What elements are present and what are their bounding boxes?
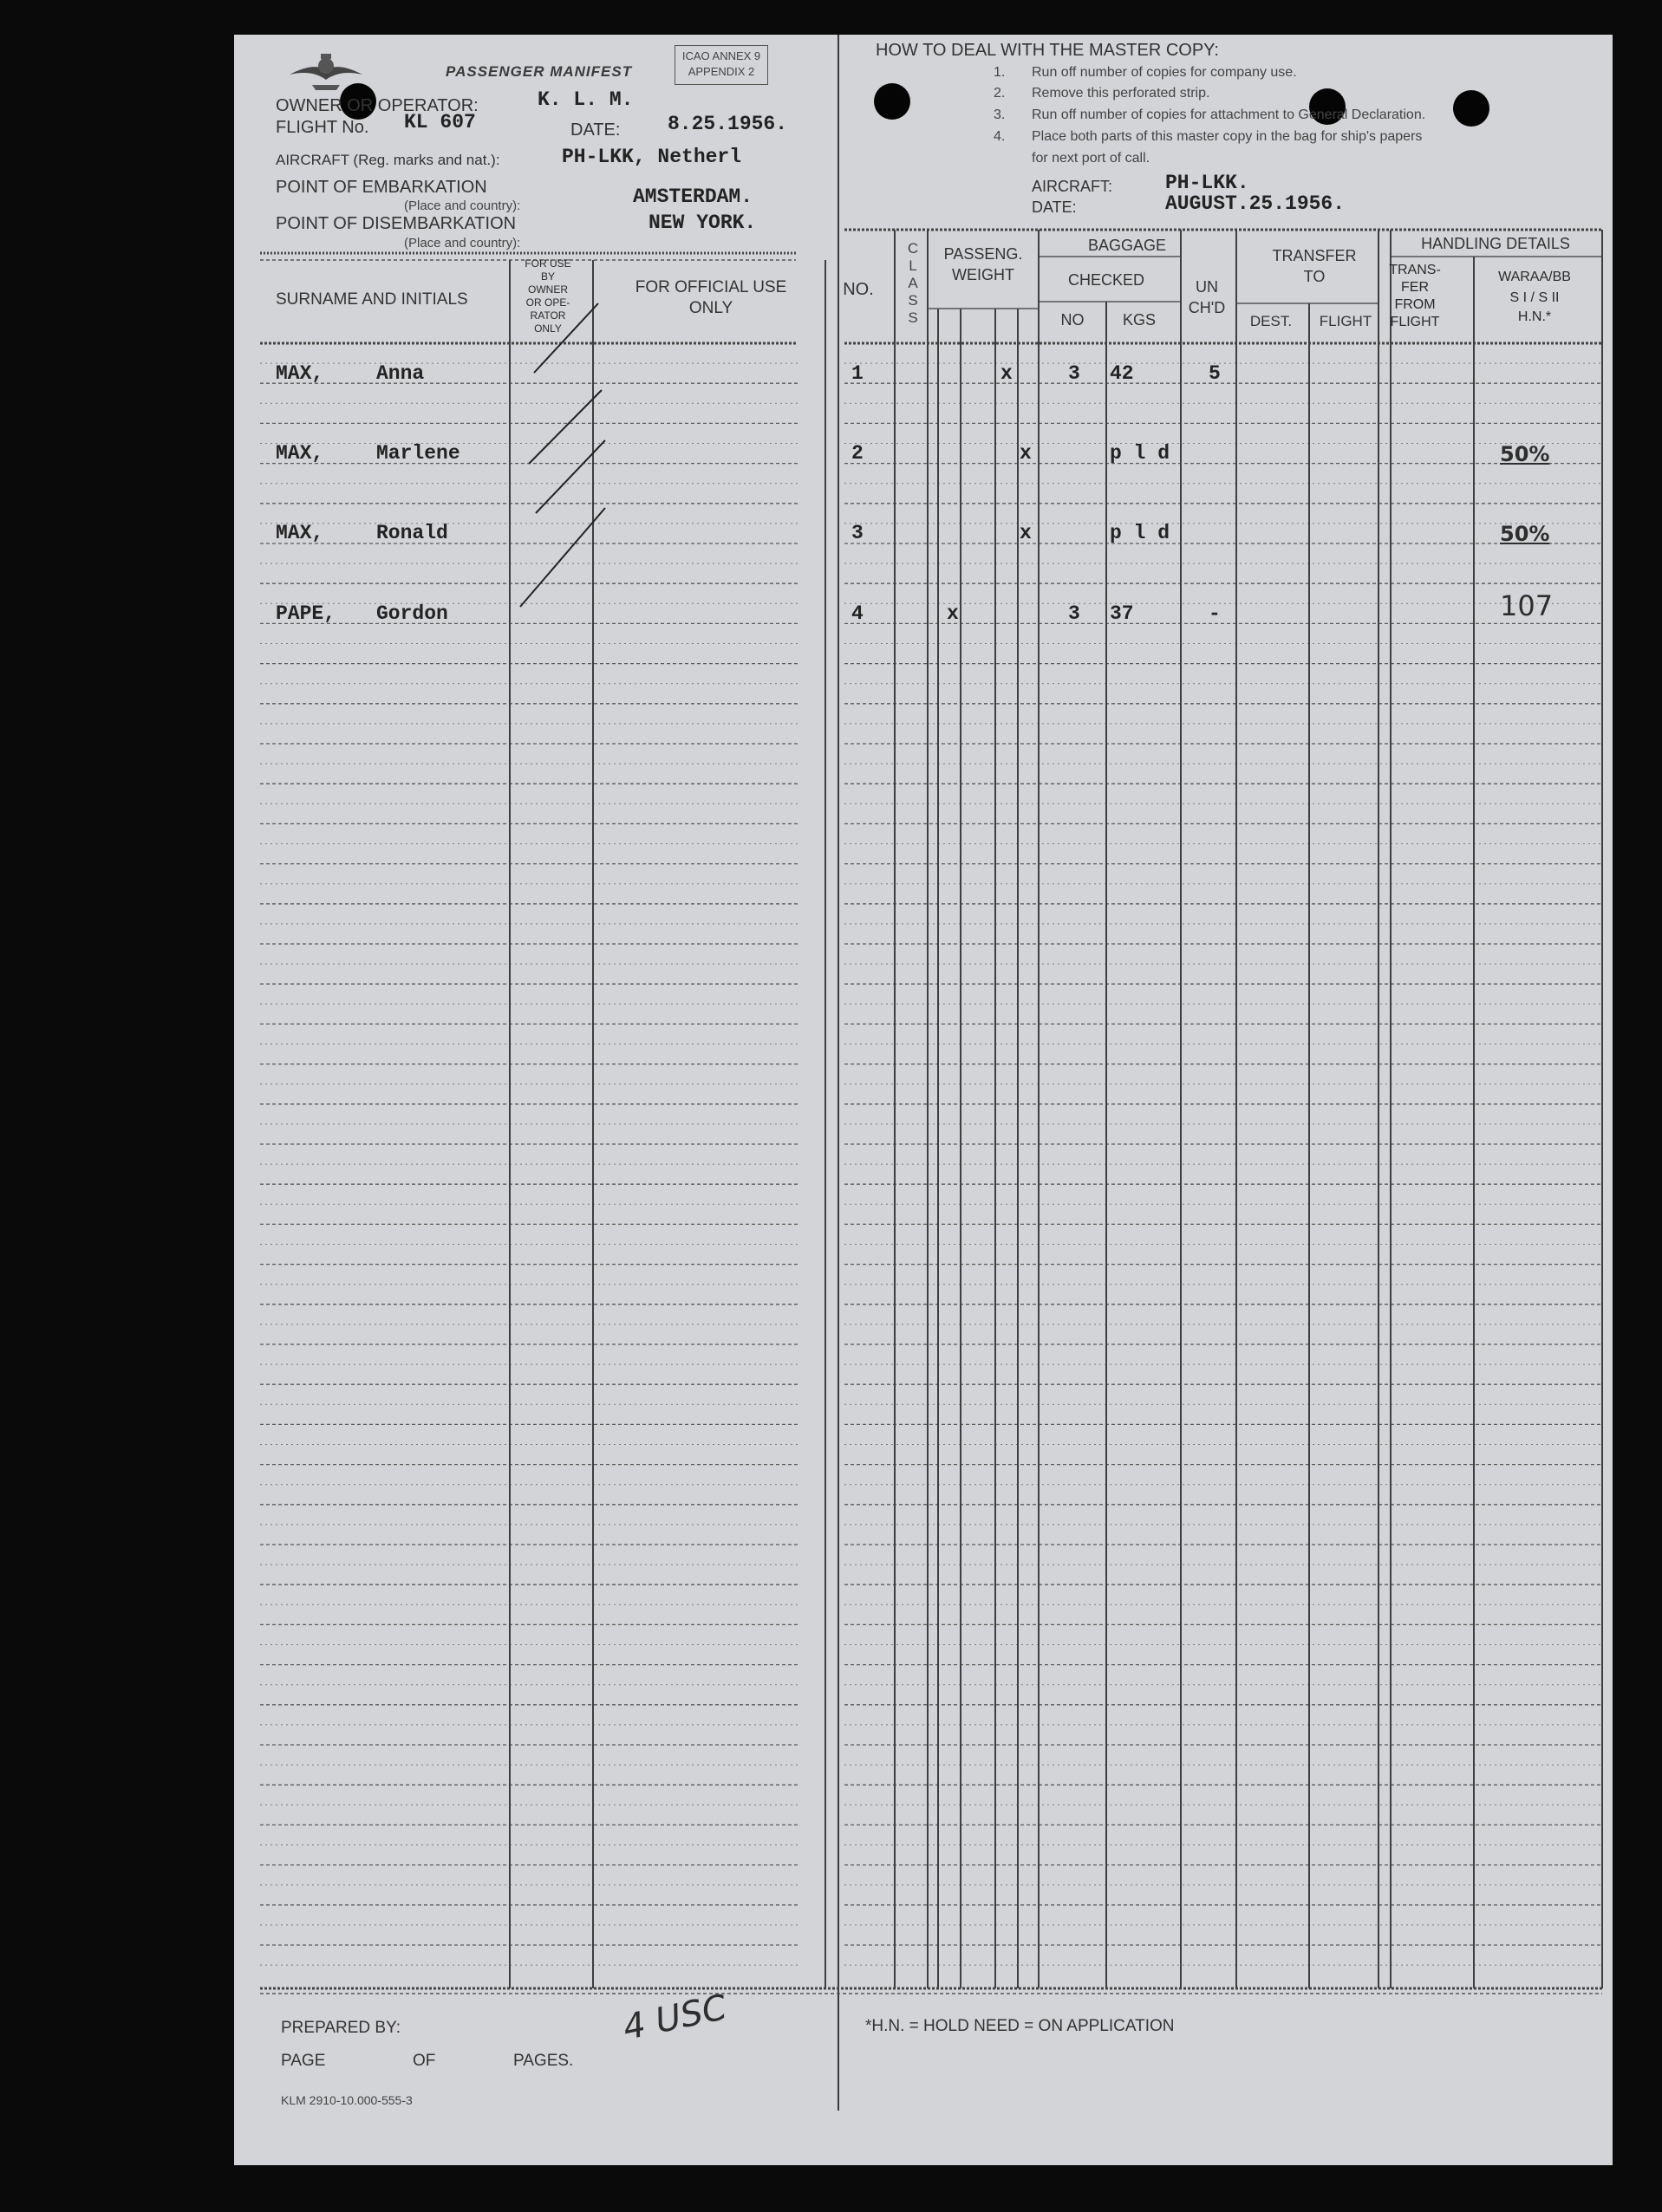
baggage-kgs: p l d: [1110, 522, 1170, 544]
instruction-number: 4.: [994, 129, 1006, 144]
instructions-date-label: DATE:: [1032, 198, 1077, 216]
disembarkation-sub-label: (Place and country):: [404, 236, 521, 250]
transfer-from-line: FROM: [1394, 297, 1436, 312]
transfer-from-line: FER: [1401, 280, 1429, 295]
baggage-kgs: 42: [1110, 362, 1134, 385]
owner-value: K. L. M.: [538, 88, 634, 111]
owner-use-line: OWNER: [528, 283, 568, 296]
transfer-from-line: FLIGHT: [1390, 315, 1440, 329]
embarkation-label: POINT OF EMBARKATION: [276, 178, 487, 197]
baggage-kgs: 37: [1110, 602, 1134, 625]
column-header-checked: CHECKED: [1067, 271, 1145, 289]
owner-use-line: FOR USE: [525, 257, 571, 270]
disembarkation-label: POINT OF DISEMBARKATION: [276, 214, 517, 233]
passenger-first-name: Gordon: [376, 602, 448, 625]
class-letter: C: [907, 240, 919, 257]
hold-need-value: 107: [1500, 589, 1554, 622]
class-letter: A: [908, 275, 918, 291]
owner-use-line: RATOR: [530, 309, 566, 322]
instruction-text: Remove this perforated strip.: [1032, 86, 1210, 101]
column-header-handling-details: HANDLING DETAILS: [1421, 235, 1570, 252]
passenger-number: 4: [851, 602, 864, 625]
baggage-unchecked: 5: [1209, 362, 1221, 385]
passenger-number: 3: [851, 522, 864, 544]
class-letter: L: [909, 257, 917, 274]
baggage-count: 3: [1068, 362, 1080, 385]
instruction-text: Run off number of copies for company use.: [1032, 65, 1297, 80]
passenger-first-name: Anna: [376, 362, 425, 385]
waraa-line: H.N.*: [1517, 309, 1552, 324]
passenger-surname: MAX,: [276, 442, 324, 465]
column-header-baggage: BAGGAGE: [1087, 237, 1167, 254]
passenger-first-name: Ronald: [376, 522, 448, 544]
passenger-number: 1: [851, 362, 864, 385]
column-header-transfer: TRANSFER: [1272, 247, 1357, 264]
column-header-flight: FLIGHT: [1319, 313, 1372, 329]
column-header-surname: SURNAME AND INITIALS: [276, 290, 468, 309]
pages-label: PAGES.: [513, 2052, 574, 2070]
column-header-unchecked-chd: CH'D: [1188, 299, 1226, 316]
aircraft-label: AIRCRAFT (Reg. marks and nat.):: [276, 152, 500, 168]
instructions-date-value: AUGUST.25.1956.: [1165, 192, 1346, 215]
column-header-official-use: FOR OFFICIAL USE: [635, 278, 787, 296]
instructions-aircraft-label: AIRCRAFT:: [1032, 178, 1113, 195]
handwritten-note: 4 USC: [619, 1987, 731, 2049]
hold-need-value: 50%: [1500, 522, 1550, 546]
instruction-number: 2.: [994, 86, 1006, 101]
column-header-unchecked: UN: [1196, 278, 1218, 296]
column-header-checked-no: NO: [1060, 311, 1085, 329]
column-header-official-use-only: ONLY: [688, 299, 733, 317]
form-title: PASSENGER MANIFEST: [446, 63, 633, 80]
flight-label: FLIGHT No.: [276, 118, 369, 137]
passenger-number: 2: [851, 442, 864, 465]
page-label: PAGE: [281, 2052, 326, 2070]
icao-appendix-label: APPENDIX 2: [688, 65, 755, 78]
passenger-surname: MAX,: [276, 522, 324, 544]
disembarkation-value: NEW YORK.: [649, 211, 757, 234]
handwritten-slash-marks: [234, 35, 841, 641]
column-header-no: NO.: [843, 280, 874, 299]
passenger-weight-mark: x: [947, 602, 959, 625]
hold-need-value: 50%: [1500, 442, 1550, 466]
column-header-passenger-weight: PASSENG.: [943, 245, 1023, 263]
passenger-surname: MAX,: [276, 362, 324, 385]
waraa-line: S I / S II: [1509, 290, 1560, 305]
of-label: OF: [413, 2052, 436, 2070]
date-value: 8.25.1956.: [668, 113, 788, 135]
manifest-page: [234, 35, 1613, 2165]
instruction-text: for next port of call.: [1032, 151, 1150, 166]
class-letter: S: [908, 309, 918, 326]
owner-use-line: ONLY: [534, 322, 562, 335]
instruction-text: Run off number of copies for attachment to General Declaration.: [1032, 107, 1426, 122]
passenger-surname: PAPE,: [276, 602, 336, 625]
instructions-title: HOW TO DEAL WITH THE MASTER COPY:: [876, 41, 1219, 60]
date-label: DATE:: [570, 120, 621, 140]
hold-need-note: *H.N. = HOLD NEED = ON APPLICATION: [865, 2017, 1175, 2035]
flight-value: KL 607: [404, 111, 476, 133]
column-header-dest: DEST.: [1249, 313, 1293, 329]
prepared-by-label: PREPARED BY:: [281, 2019, 401, 2037]
column-header-checked-kgs: KGS: [1122, 311, 1157, 329]
class-letter: S: [908, 292, 918, 309]
transfer-from-line: TRANS-: [1389, 263, 1441, 277]
passenger-weight-mark: x: [1000, 362, 1013, 385]
aircraft-value: PH-LKK, Netherl: [562, 146, 742, 168]
column-header-transfer-to: TO: [1303, 268, 1326, 285]
owner-use-line: BY: [540, 270, 556, 283]
passenger-weight-mark: x: [1020, 522, 1032, 544]
form-code: KLM 2910-10.000-555-3: [281, 2093, 413, 2107]
passenger-weight-mark: x: [1020, 442, 1032, 465]
instruction-number: 1.: [994, 65, 1006, 80]
baggage-kgs: p l d: [1110, 442, 1170, 465]
embarkation-value: AMSTERDAM.: [633, 185, 753, 208]
passenger-first-name: Marlene: [376, 442, 460, 465]
instruction-text: Place both parts of this master copy in the bag for ship's papers: [1032, 129, 1423, 144]
owner-use-line: OR OPE-: [525, 296, 570, 309]
instruction-number: 3.: [994, 107, 1006, 122]
baggage-unchecked: -: [1209, 602, 1221, 625]
owner-label: OWNER OR OPERATOR:: [276, 96, 479, 115]
icao-annex-label: ICAO ANNEX 9: [681, 49, 761, 62]
waraa-line: WARAA/BB: [1498, 270, 1571, 284]
instructions-aircraft-value: PH-LKK.: [1165, 172, 1249, 194]
column-header-weight: WEIGHT: [952, 266, 1014, 283]
baggage-count: 3: [1068, 602, 1080, 625]
embarkation-sub-label: (Place and country):: [404, 198, 521, 213]
